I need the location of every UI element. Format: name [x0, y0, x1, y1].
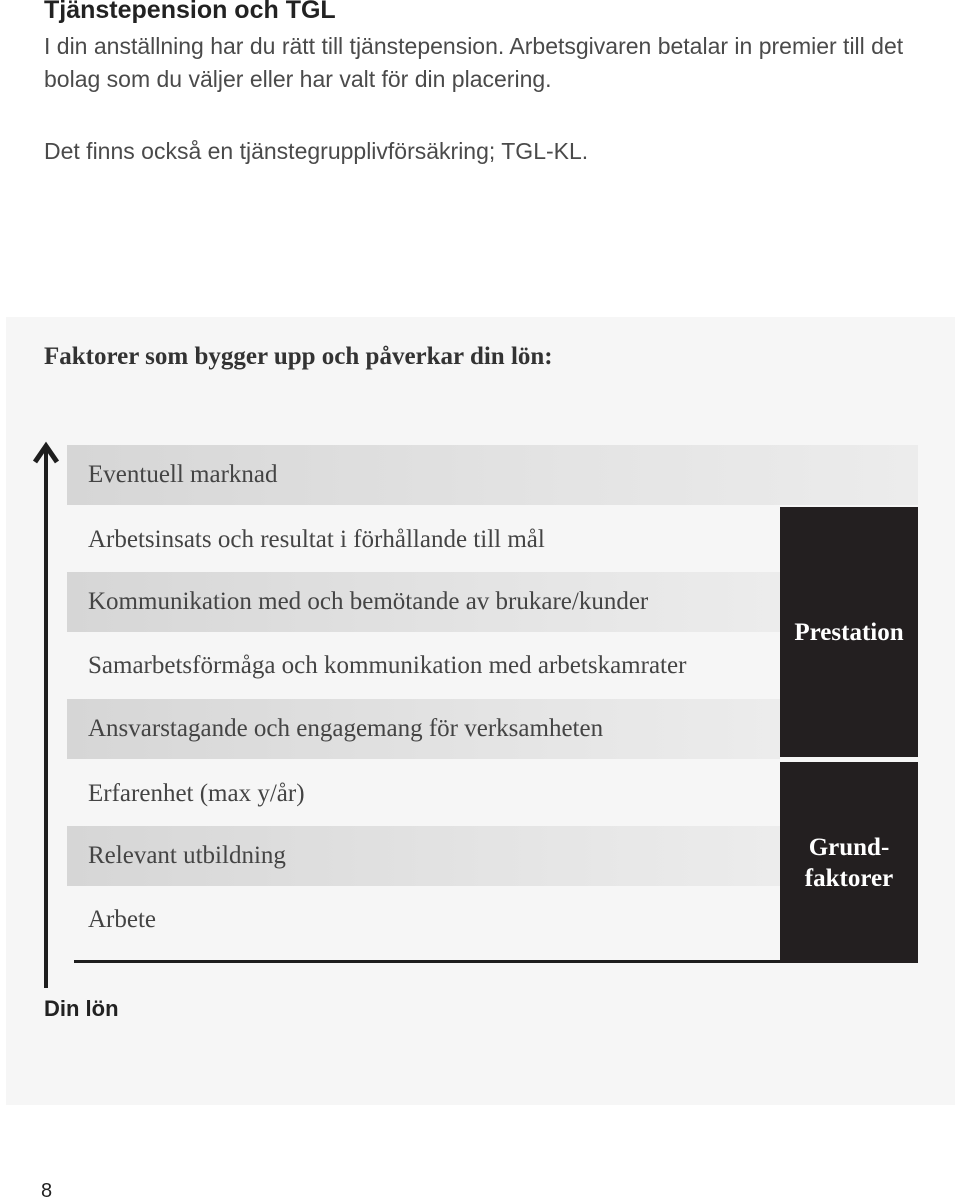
page-number: 8: [41, 1180, 53, 1202]
grundfaktorer-label-line1: Grund-: [808, 833, 890, 861]
diagram-baseline: [74, 960, 780, 963]
factor-row: [67, 890, 780, 950]
factor-row: [67, 572, 780, 632]
factor-label: Samarbetsförmåga och kommunikation med arbetskamrater: [88, 652, 687, 679]
factor-row: [67, 510, 780, 570]
factor-row: [67, 826, 780, 886]
factor-label: Arbete: [88, 906, 157, 933]
factor-label: Relevant utbildning: [88, 842, 286, 869]
factor-row: [67, 699, 780, 759]
factor-label: Erfarenhet (max y/år): [88, 780, 305, 807]
factor-row: [67, 764, 780, 824]
factor-row: [67, 636, 780, 696]
grundfaktorer-label-line2: faktorer: [804, 864, 894, 892]
intro-paragraph: I din anställning har du rätt till tjänstepension. Arbetsgivaren betalar in premier till det bolag som du väljer eller har valt för din placering.: [44, 33, 904, 92]
prestation-label: Prestation: [794, 618, 904, 646]
factor-label: Ansvarstagande och engagemang för verksamheten: [88, 715, 604, 742]
diagram-title: Faktorer som bygger upp och påverkar din lön:: [44, 343, 553, 370]
factor-label: Arbetsinsats och resultat i förhållande till mål: [88, 526, 545, 553]
section-heading: Tjänstepension och TGL: [44, 0, 336, 24]
factor-label: Eventuell marknad: [88, 461, 278, 488]
arrow-up-icon: [33, 440, 59, 464]
grundfaktorer-block: [780, 762, 918, 963]
salary-axis-line: [44, 450, 48, 988]
factor-row: [67, 445, 918, 505]
axis-label: Din lön: [44, 996, 119, 1021]
tgl-paragraph: Det finns också en tjänstegrupplivförsäkring; TGL-KL.: [44, 138, 589, 164]
prestation-block: [780, 507, 918, 757]
factor-label: Kommunikation med och bemötande av brukare/kunder: [88, 588, 649, 615]
